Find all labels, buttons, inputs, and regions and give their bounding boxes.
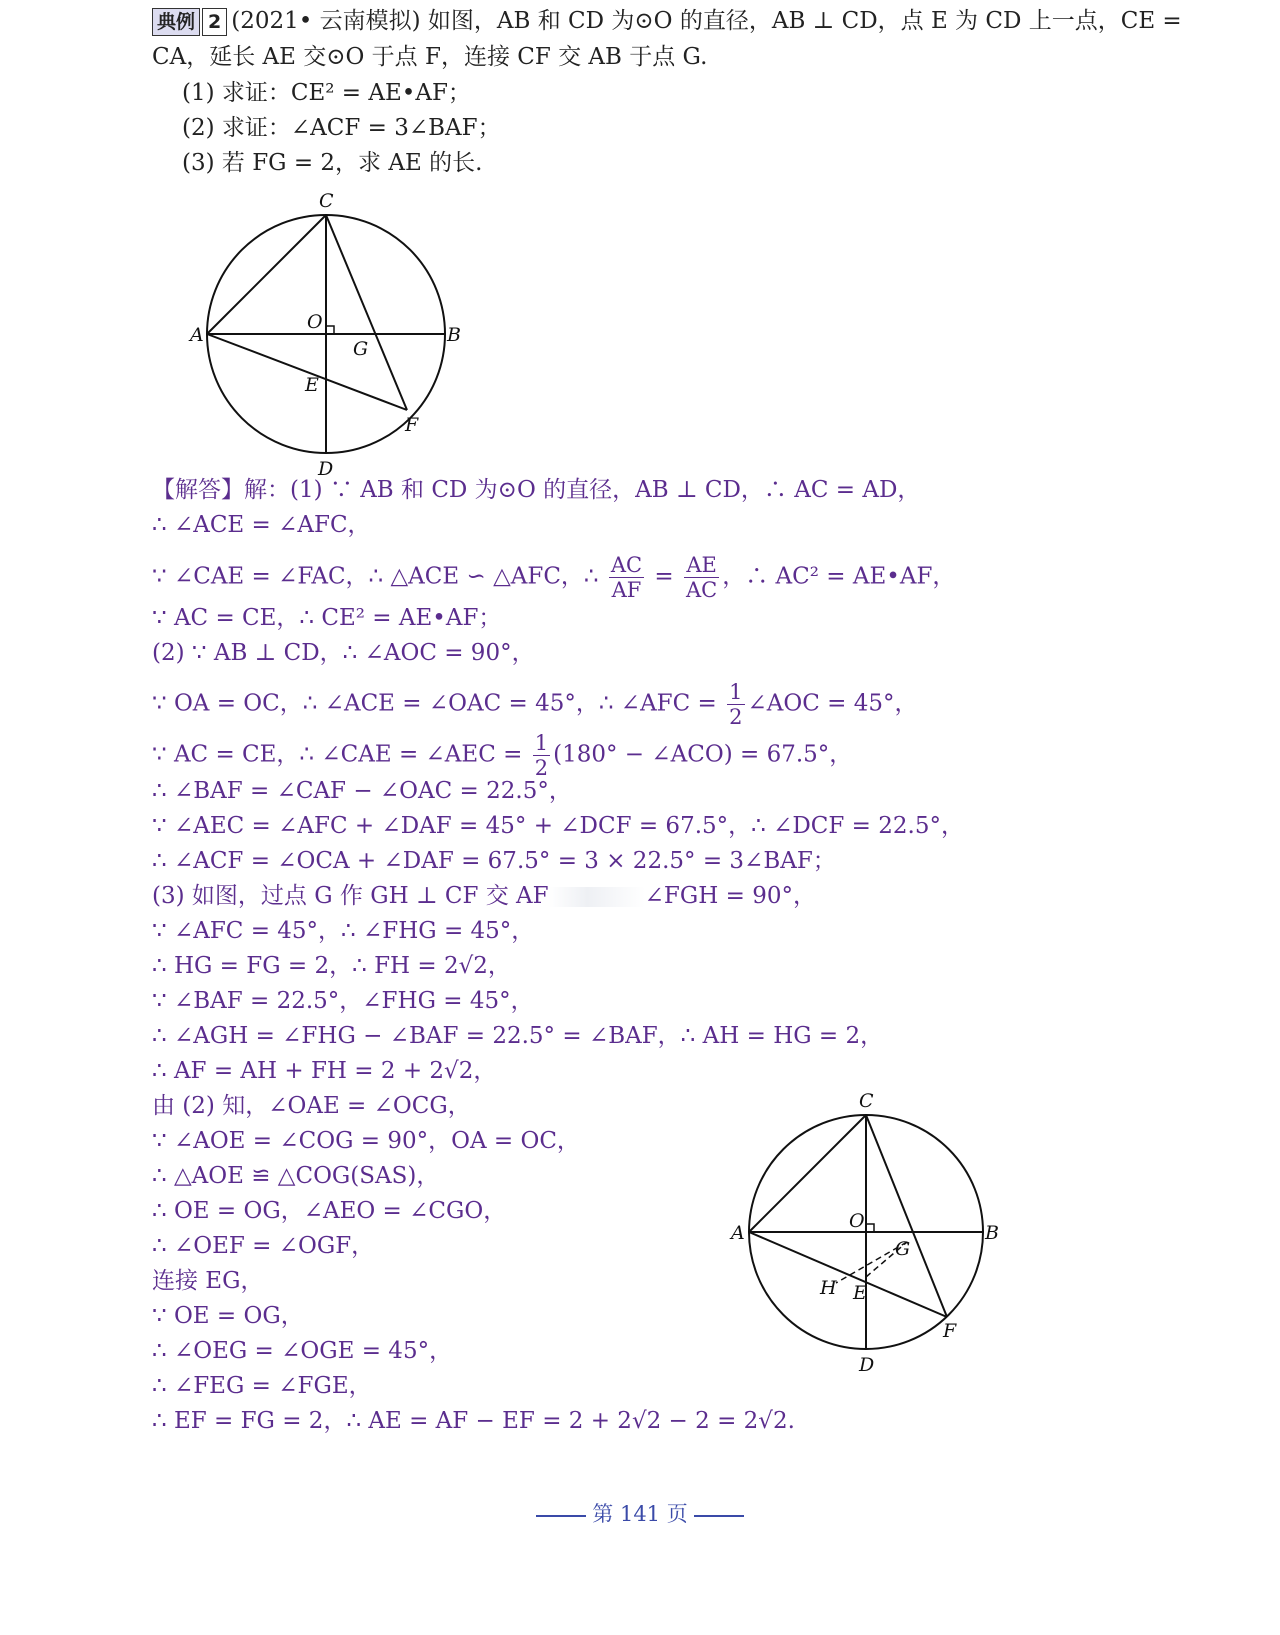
solution-line-3: [152, 553, 955, 602]
question-part-2: (2) 求证：∠ACF = 3∠BAF；: [182, 115, 501, 141]
label-b: B: [985, 1222, 999, 1244]
label-d: D: [318, 458, 334, 480]
solution-line-4: ∵ AC = CE，∴ CE² = AE•AF；: [152, 605, 502, 631]
fraction-ae-ac: [684, 553, 719, 602]
fraction-denominator: 2: [534, 756, 549, 780]
solution-line-15: ∴ ∠AGH = ∠FHG − ∠BAF = 22.5° = ∠BAF，∴ AH = HG = 2，: [152, 1023, 884, 1049]
solution-line-9: ∵ ∠AEC = ∠AFC + ∠DAF = 45° + ∠DCF = 67.5°，∴ ∠DCF = 22.5°，: [152, 813, 964, 839]
example-number: 2: [202, 8, 227, 36]
label-c: C: [319, 190, 334, 212]
question-text-1: (2021• 云南模拟) 如图，AB 和 CD 为⊙O 的直径，AB ⊥ CD，点 E 为 CD 上一点，CE =: [231, 8, 1182, 34]
fraction-half: [533, 731, 550, 780]
fraction-numerator: 1: [534, 731, 549, 755]
right-angle-mark: [866, 1224, 874, 1232]
solution-line-10: ∴ ∠ACF = ∠OCA + ∠DAF = 67.5° = 3 × 22.5° = 3∠BAF；: [152, 848, 836, 874]
geometry-figure-1: [185, 190, 475, 480]
solution-line-23: ∵ OE = OG，: [152, 1303, 304, 1329]
solution-line-12: ∵ ∠AFC = 45°，∴ ∠FHG = 45°，: [152, 918, 535, 944]
label-d: D: [859, 1354, 875, 1375]
solution-line-3a: ∵ ∠CAE = ∠FAC，∴ △ACE ∽ △AFC，∴: [152, 563, 599, 590]
equals-sign: =: [654, 563, 674, 590]
label-o: O: [849, 1210, 865, 1232]
question-part-1: (1) 求证：CE² = AE•AF；: [182, 80, 471, 106]
solution-line-7a: ∵ AC = CE，∴ ∠CAE = ∠AEC =: [152, 741, 523, 768]
label-b: B: [447, 324, 461, 346]
solution-line-20: ∴ OE = OG，∠AEO = ∠CGO，: [152, 1198, 507, 1224]
solution-line-3b: ，∴ AC² = AE•AF，: [722, 563, 956, 590]
label-e: E: [853, 1282, 867, 1304]
solution-line-26: ∴ EF = FG = 2，∴ AE = AF − EF = 2 + 2√2 − 2 = 2√2.: [152, 1408, 795, 1434]
solution-line-7b: (180° − ∠ACO) = 67.5°，: [553, 741, 853, 768]
footer-rule-left: [536, 1515, 586, 1517]
solution-line-2: ∴ ∠ACE = ∠AFC，: [152, 512, 371, 538]
label-c: C: [859, 1090, 874, 1112]
solution-line-21: ∴ ∠OEF = ∠OGF，: [152, 1233, 375, 1259]
fraction-numerator: AC: [610, 553, 643, 577]
fraction-numerator: AE: [684, 553, 719, 578]
segment-af: [207, 334, 407, 410]
solution-line-6: [152, 680, 918, 729]
example-tag: 典例: [152, 8, 200, 36]
solution-line-6b: ∠AOC = 45°，: [747, 690, 918, 717]
label-h: H: [820, 1277, 837, 1299]
page-number: 第 141 页: [592, 1502, 688, 1526]
label-g: G: [353, 338, 369, 360]
solution-line-18: ∵ ∠AOE = ∠COG = 90°，OA = OC，: [152, 1128, 580, 1154]
solution-line-16: ∴ AF = AH + FH = 2 + 2√2，: [152, 1058, 497, 1084]
geometry-figure-2: [725, 1085, 1015, 1375]
solution-line-11a: (3) 如图，过点 G 作 GH ⊥ CF 交 AF: [152, 883, 549, 909]
segment-cf: [326, 215, 407, 410]
solution-line-25: ∴ ∠FEG = ∠FGE，: [152, 1373, 372, 1399]
label-e: E: [305, 374, 319, 396]
label-g: G: [895, 1238, 911, 1260]
solution-line-1: 【解答】解：(1) ∵ AB 和 CD 为⊙O 的直径，AB ⊥ CD，∴ AC = AD，: [152, 477, 921, 503]
question-line-2: CA，延长 AE 交⊙O 于点 F，连接 CF 交 AB 于点 G.: [152, 44, 708, 70]
label-o: O: [307, 311, 323, 333]
fraction-numerator: 1: [729, 680, 743, 704]
footer-rule-right: [694, 1515, 744, 1517]
question-part-3: (3) 若 FG = 2，求 AE 的长.: [182, 150, 483, 176]
fraction-denominator: 2: [729, 705, 743, 729]
fraction-denominator: AC: [686, 578, 718, 602]
solution-line-22: 连接 EG，: [152, 1268, 264, 1294]
solution-line-11b: ∠FGH = 90°，: [644, 883, 816, 909]
fraction-half: [727, 680, 744, 729]
solution-line-6a: ∵ OA = OC，∴ ∠ACE = ∠OAC = 45°，∴ ∠AFC =: [152, 690, 717, 717]
fraction-denominator: AF: [611, 578, 642, 602]
label-f: F: [943, 1320, 957, 1342]
blurred-region: [549, 887, 645, 907]
right-angle-mark: [326, 326, 334, 334]
solution-line-24: ∴ ∠OEG = ∠OGE = 45°，: [152, 1338, 453, 1364]
solution-line-5: (2) ∵ AB ⊥ CD，∴ ∠AOC = 90°，: [152, 640, 535, 666]
solution-line-8: ∴ ∠BAF = ∠CAF − ∠OAC = 22.5°，: [152, 778, 572, 804]
question-line-1: [152, 6, 1182, 36]
page-footer: [0, 1498, 1280, 1528]
label-a: A: [190, 324, 204, 346]
solution-line-13: ∴ HG = FG = 2，∴ FH = 2√2，: [152, 953, 511, 979]
fraction-ac-af: [609, 553, 644, 602]
label-f: F: [405, 414, 419, 436]
solution-line-19: ∴ △AOE ≌ △COG(SAS)，: [152, 1163, 440, 1189]
solution-line-17: 由 (2) 知，∠OAE = ∠OCG，: [152, 1093, 471, 1119]
solution-line-11: [152, 881, 816, 911]
solution-line-7: [152, 731, 852, 780]
label-a: A: [731, 1222, 745, 1244]
solution-line-14: ∵ ∠BAF = 22.5°，∠FHG = 45°，: [152, 988, 534, 1014]
